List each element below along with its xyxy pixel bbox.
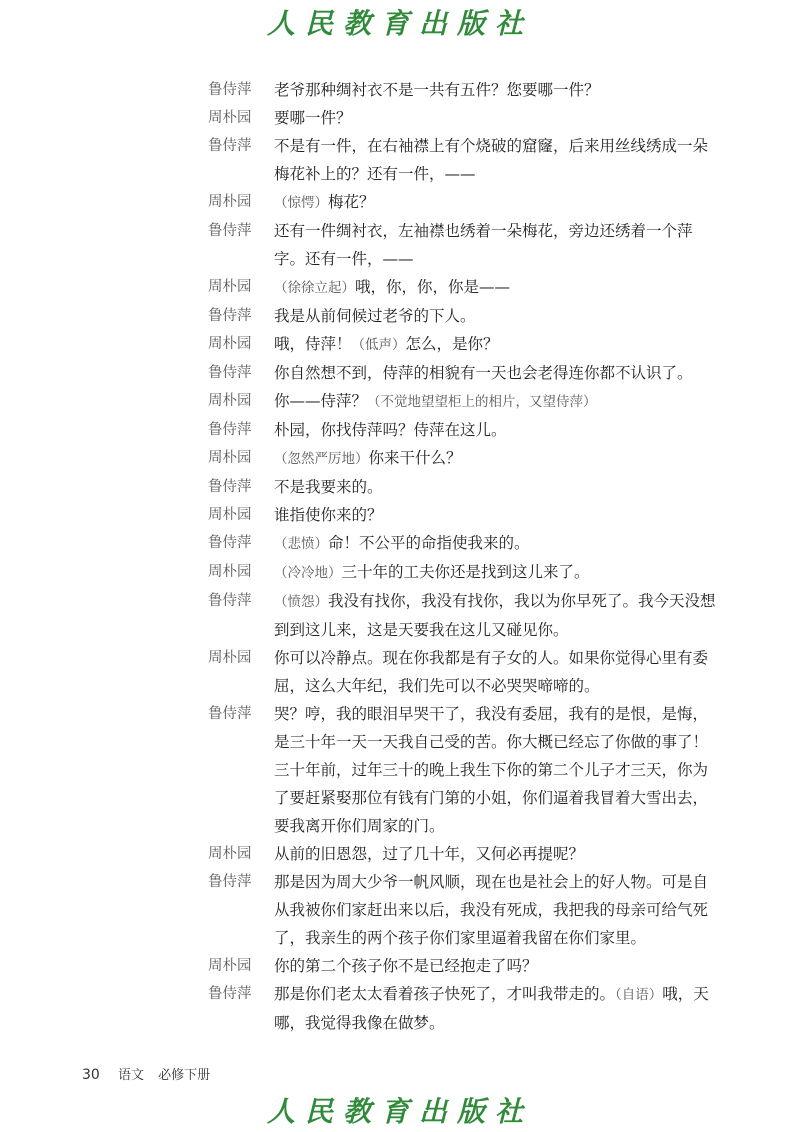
dialogue-text [274,501,716,529]
publisher-logo-bottom: 人民教育出版社 [266,1095,533,1128]
speech-text: 你自然想不到，侍萍的相貌有一天也会老得连你都不认识了。 [274,364,693,382]
speaker-name: 鲁侍萍 [208,138,252,154]
speech-text: 不是我要来的。 [274,478,383,496]
speech-text: 哦，天哪，我觉得我像在做梦。 [274,985,709,1032]
dialogue-text [274,273,716,302]
speech-text: 不是有一件，在右袖襟上有个烧破的窟窿，后来用丝线绣成一朵梅花补上的？还有一件，—— [274,137,709,183]
stage-direction: （自语） [615,987,663,1003]
stage-direction: （低声） [351,337,406,353]
speaker-name: 周朴园 [208,393,252,409]
speech-text: 老爷那种绸衬衣不是一共有五件？您要哪一件？ [274,81,600,99]
dialogue-text [274,132,716,188]
speech-text: 从前的旧恩怨，过了几十年，又何必再提呢？ [274,845,585,863]
dialogue-text [274,302,716,330]
dialogue-line [208,952,716,980]
speech-text: 那是因为周大少爷一帆风顺，现在也是社会上的好人物。可是自从我被你们家赶出来以后，我没有死成，我把我的母亲可给气死了，我亲生的两个孩子你们家里逼着我留在你们家里。 [274,873,709,947]
dialogue-text [274,587,716,644]
speech-text: 怎么，是你？ [405,335,499,353]
stage-direction: （愤怨） [274,594,328,610]
dialogue-text [274,444,716,473]
dialogue-text [274,387,716,416]
page-number: 30 [82,1067,100,1083]
speaker-name: 周朴园 [208,194,252,210]
speech-text: 你的第二个孩子你不是已经抱走了吗？ [274,957,538,975]
stage-direction: （冷冷地） [274,565,342,581]
speaker-name: 鲁侍萍 [208,223,252,239]
dialogue-text [274,104,716,132]
subject-label: 语文 [117,1068,144,1083]
speech-text: 我是从前伺候过老爷的下人。 [274,307,476,325]
dialogue-line [208,980,716,1037]
dialogue-line [208,444,716,473]
dialogue-line [208,700,716,840]
dialogue-text [274,644,716,700]
dialogue-text [274,952,716,980]
speaker-name: 鲁侍萍 [208,479,252,495]
speech-text: 你来干什么？ [368,449,462,467]
stage-direction: （忽然严厉地） [274,451,369,467]
speech-text: 命！不公平的命指使我来的。 [328,534,530,552]
dialogue-text [274,558,716,587]
dialogue-line [208,387,716,416]
dialogue-line [208,104,716,132]
speaker-name: 鲁侍萍 [208,986,252,1002]
stage-direction: （惊愕） [274,195,328,211]
dialogue-line [208,416,716,444]
speaker-name: 鲁侍萍 [208,365,252,381]
speaker-name: 鲁侍萍 [208,593,252,609]
speech-text: 还有一件绸衬衣，左袖襟也绣着一朵梅花，旁边还绣着一个萍字。还有一件，—— [274,222,693,268]
dialogue-text [274,980,716,1037]
dialogue-line [208,217,716,273]
dialogue-line [208,302,716,330]
speech-text: 要哪一件？ [274,109,352,127]
publisher-logo-top: 人民教育出版社 [266,7,533,40]
speech-text: 三十年的工夫你还是找到这儿来了。 [341,563,590,581]
speech-text: 我没有找你，我没有找你，我以为你早死了。我今天没想到到这儿来，这是天要我在这儿又碰见你。 [274,592,716,639]
dialogue-text [274,529,716,558]
dialogue-line [208,644,716,700]
speaker-name: 鲁侍萍 [208,422,252,438]
dialogue-text [274,473,716,501]
dialogue-line [208,868,716,952]
dialogue-text [274,188,716,217]
speaker-name: 周朴园 [208,279,252,295]
dialogue-line [208,558,716,587]
dialogue-line [208,587,716,644]
speaker-name: 鲁侍萍 [208,535,252,551]
dialogue-line [208,501,716,529]
speech-text: 朴园，你找侍萍吗？侍萍在这儿。 [274,421,507,439]
dialogue-line [208,359,716,387]
book-label: 必修下册 [158,1068,211,1083]
stage-direction: （不觉地望望柜上的相片，又望侍萍） [367,394,597,410]
dialogue-line [208,330,716,359]
dialogue-text [274,840,716,868]
dialogue-line [208,132,716,188]
dialogue-line [208,76,716,104]
stage-direction: （悲愤） [274,536,328,552]
speaker-name: 周朴园 [208,110,252,126]
script-dialogue [208,76,716,1037]
page-footer [82,1064,210,1083]
dialogue-line [208,840,716,868]
dialogue-text [274,700,716,840]
dialogue-text [274,416,716,444]
speaker-name: 周朴园 [208,958,252,974]
speaker-name: 周朴园 [208,846,252,862]
speaker-name: 鲁侍萍 [208,706,252,722]
speech-text: 谁指使你来的？ [274,506,383,524]
speech-text: 那是你们老太太看着孩子快死了，才叫我带走的。 [274,985,616,1003]
speaker-name: 周朴园 [208,564,252,580]
speech-text: 哦，你，你，你是—— [355,278,511,296]
dialogue-text [274,868,716,952]
speaker-name: 鲁侍萍 [208,308,252,324]
speaker-name: 鲁侍萍 [208,82,252,98]
speech-text: 梅花？ [328,193,375,211]
speech-text: 哭？哼，我的眼泪早哭干了，我没有委屈，我有的是恨，是悔，是三十年一天一天我自己受的苦。你大概已经忘了你做的事了！三十年前，过年三十的晚上我生下你的第二个儿子才三天，你为了要赶紧娶那位有钱有门第的小姐，你们逼着我冒着大雪出去，要我离开你们周家的门。 [274,705,709,835]
speaker-name: 周朴园 [208,336,252,352]
speaker-name: 鲁侍萍 [208,874,252,890]
dialogue-text [274,76,716,104]
speech-text: 你——侍萍？ [274,392,368,410]
speaker-name: 周朴园 [208,650,252,666]
speech-text: 你可以冷静点。现在你我都是有子女的人。如果你觉得心里有委屈，这么大年纪，我们先可以不必哭哭啼啼的。 [274,649,709,695]
dialogue-line [208,273,716,302]
dialogue-line [208,529,716,558]
dialogue-text [274,217,716,273]
dialogue-text [274,359,716,387]
dialogue-line [208,473,716,501]
speaker-name: 周朴园 [208,450,252,466]
speech-text: 哦，侍萍！ [274,335,352,353]
dialogue-text [274,330,716,359]
stage-direction: （徐徐立起） [274,280,355,296]
speaker-name: 周朴园 [208,507,252,523]
dialogue-line [208,188,716,217]
